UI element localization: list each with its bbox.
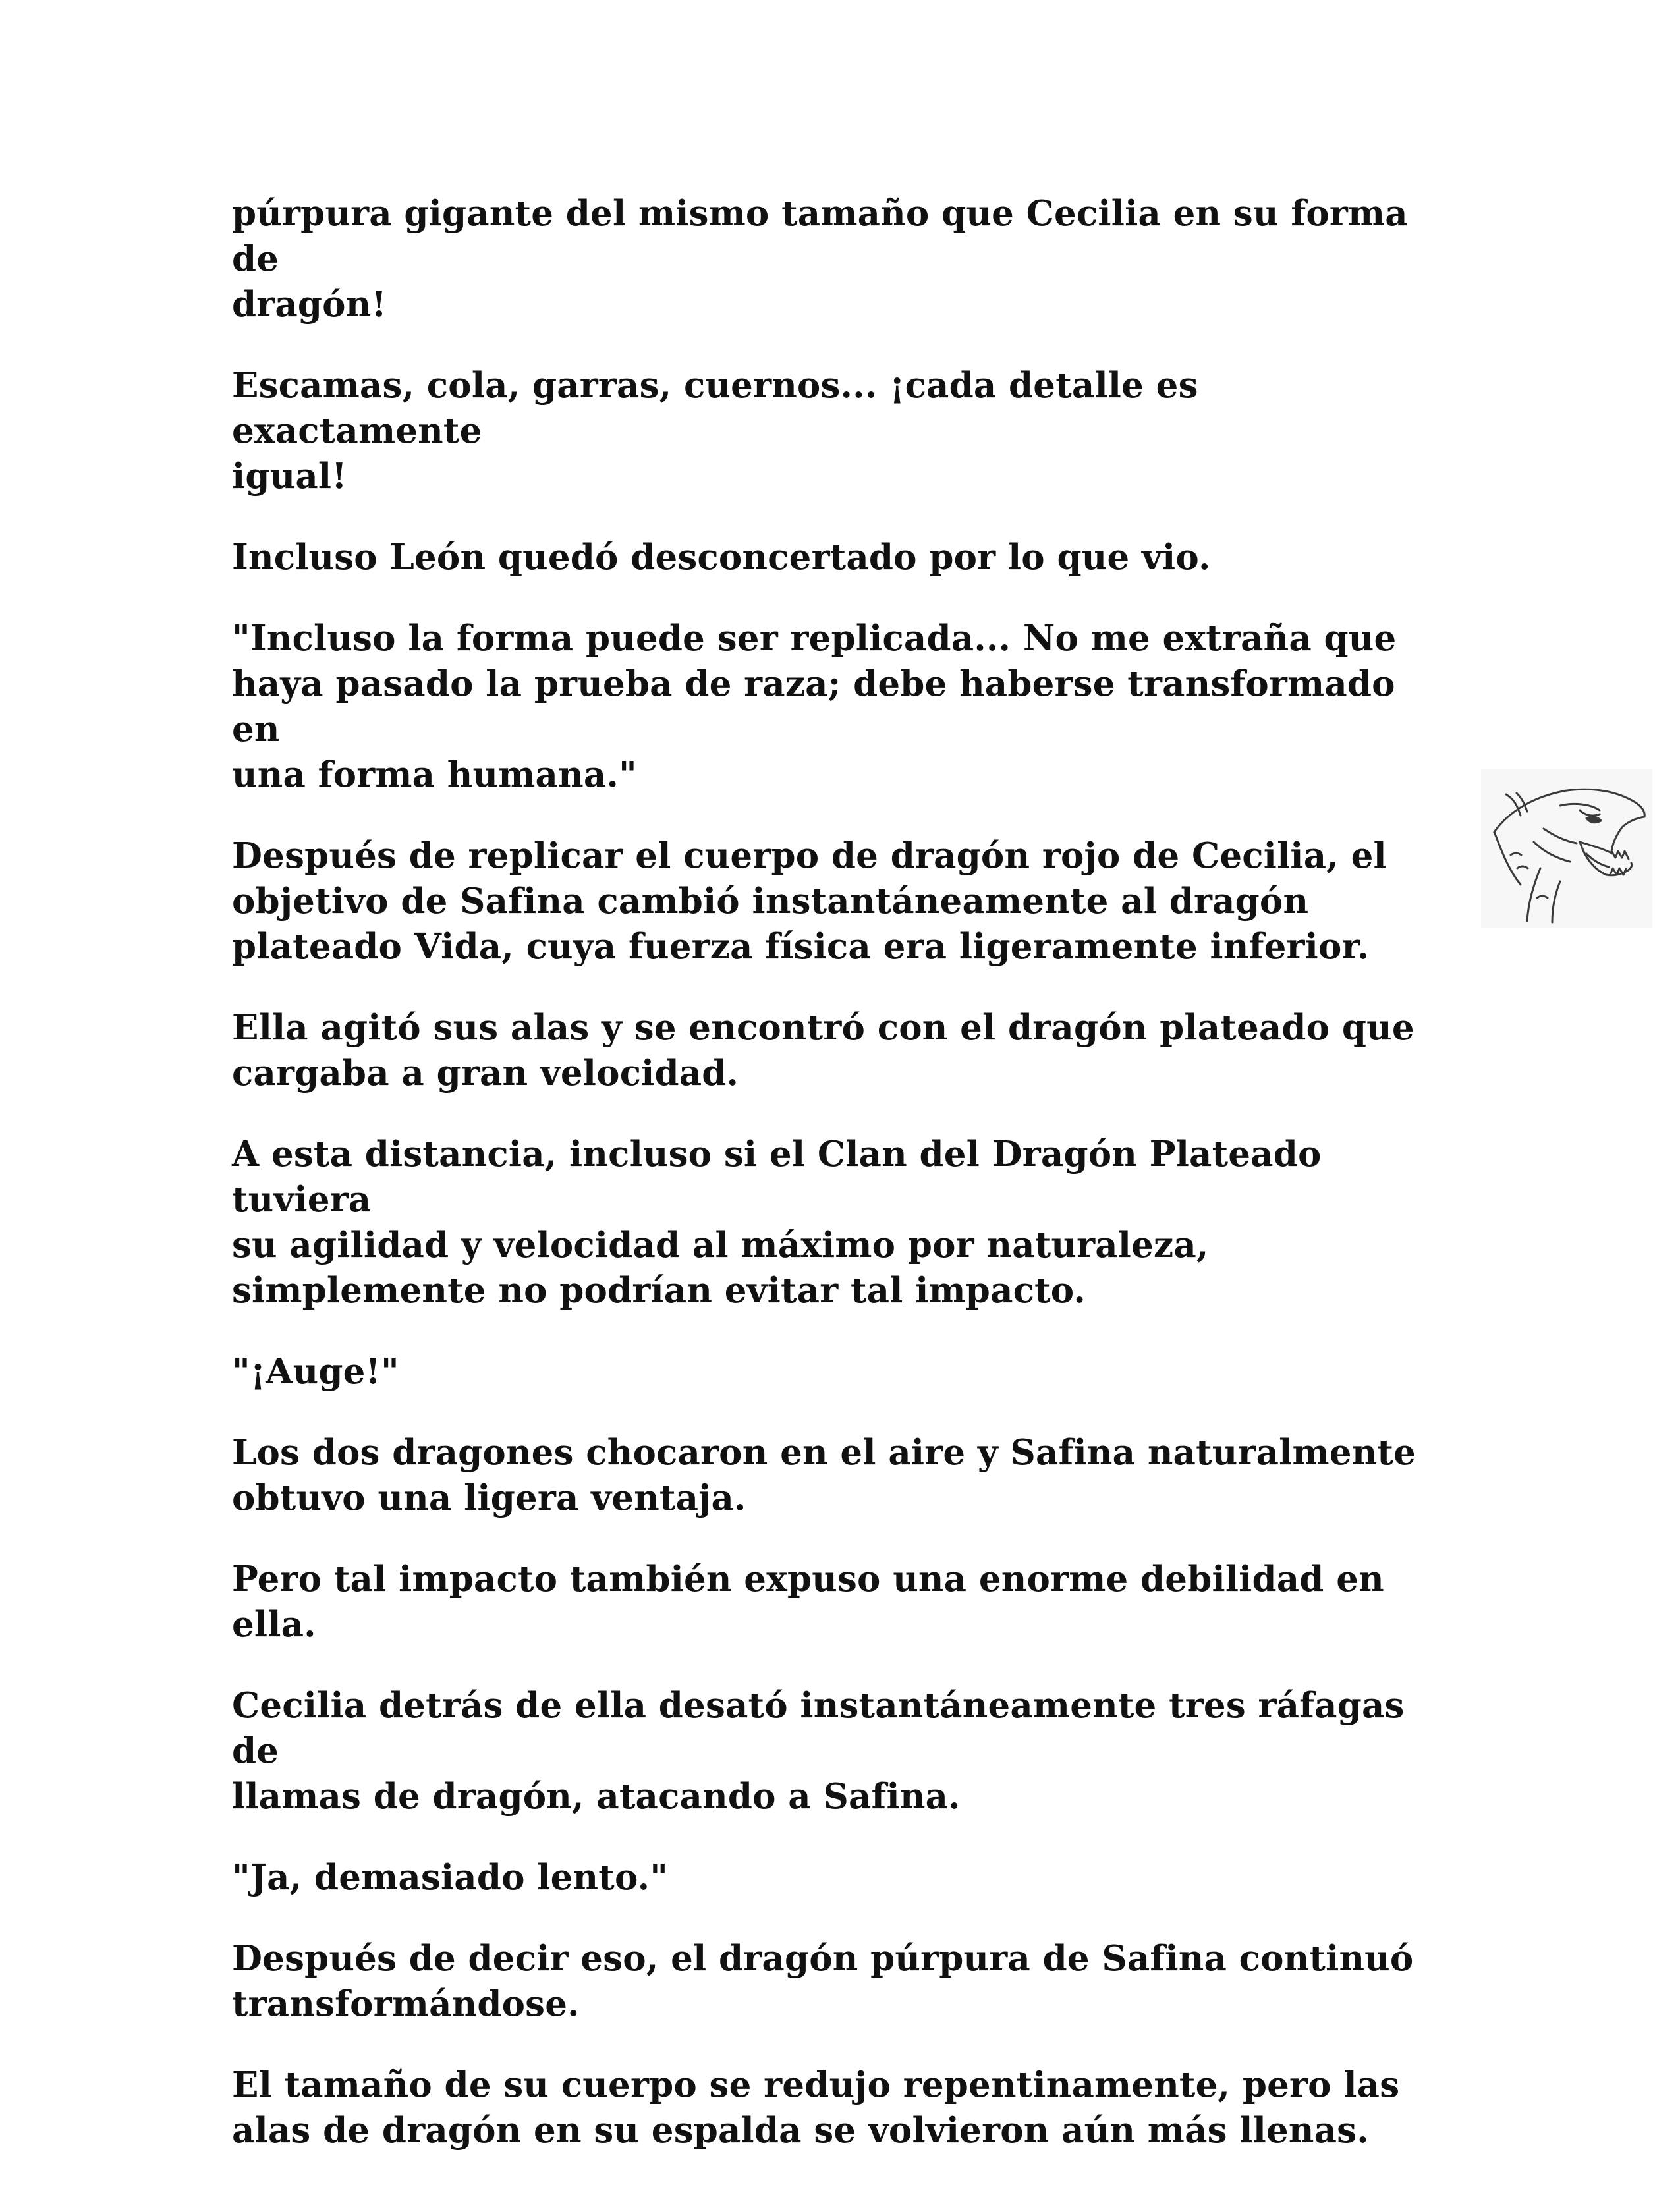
paragraph-7: A esta distancia, incluso si el Clan del Dragón Plateado tuviera su agilidad y velocidad al máximo por naturaleza, simplemente no podrían evitar tal impacto.	[232, 1134, 1322, 1311]
paragraph-4: "Incluso la forma puede ser replicada... No me extraña que haya pasado la prueba de raza; debe haberse transformado en una forma humana."	[232, 618, 1397, 795]
body-text	[232, 191, 1451, 2189]
paragraph-6: Ella agitó sus alas y se encontró con el dragón plateado que cargaba a gran velocidad.	[232, 1007, 1414, 1094]
paragraph-2: Escamas, cola, garras, cuernos... ¡cada detalle es exactamente igual!	[232, 365, 1198, 497]
paragraph-12: "Ja, demasiado lento."	[232, 1857, 669, 1898]
paragraph-11: Cecilia detrás de ella desató instantáneamente tres ráfagas de llamas de dragón, atacando a Safina.	[232, 1685, 1405, 1817]
paragraph-3: Incluso León quedó desconcertado por lo que vio.	[232, 537, 1211, 578]
paragraph-5: Después de replicar el cuerpo de dragón rojo de Cecilia, el objetivo de Safina cambió instantáneamente al dragón plateado Vida, cuya fuerza física era ligeramente inferior.	[232, 835, 1387, 967]
paragraph-8: "¡Auge!"	[232, 1351, 399, 1392]
paragraph-10: Pero tal impacto también expuso una enorme debilidad en ella.	[232, 1559, 1384, 1645]
paragraph-9: Los dos dragones chocaron en el aire y Safina naturalmente obtuvo una ligera ventaja.	[232, 1432, 1416, 1518]
paragraph-14: El tamaño de su cuerpo se redujo repentinamente, pero las alas de dragón en su espalda se volvieron aún más llenas.	[232, 2064, 1400, 2151]
paragraph-1: púrpura gigante del mismo tamaño que Cecilia en su forma de dragón!	[232, 193, 1408, 325]
dragon-head-icon	[1481, 769, 1652, 928]
paragraph-13: Después de decir eso, el dragón púrpura de Safina continuó transformándose.	[232, 1938, 1414, 2024]
